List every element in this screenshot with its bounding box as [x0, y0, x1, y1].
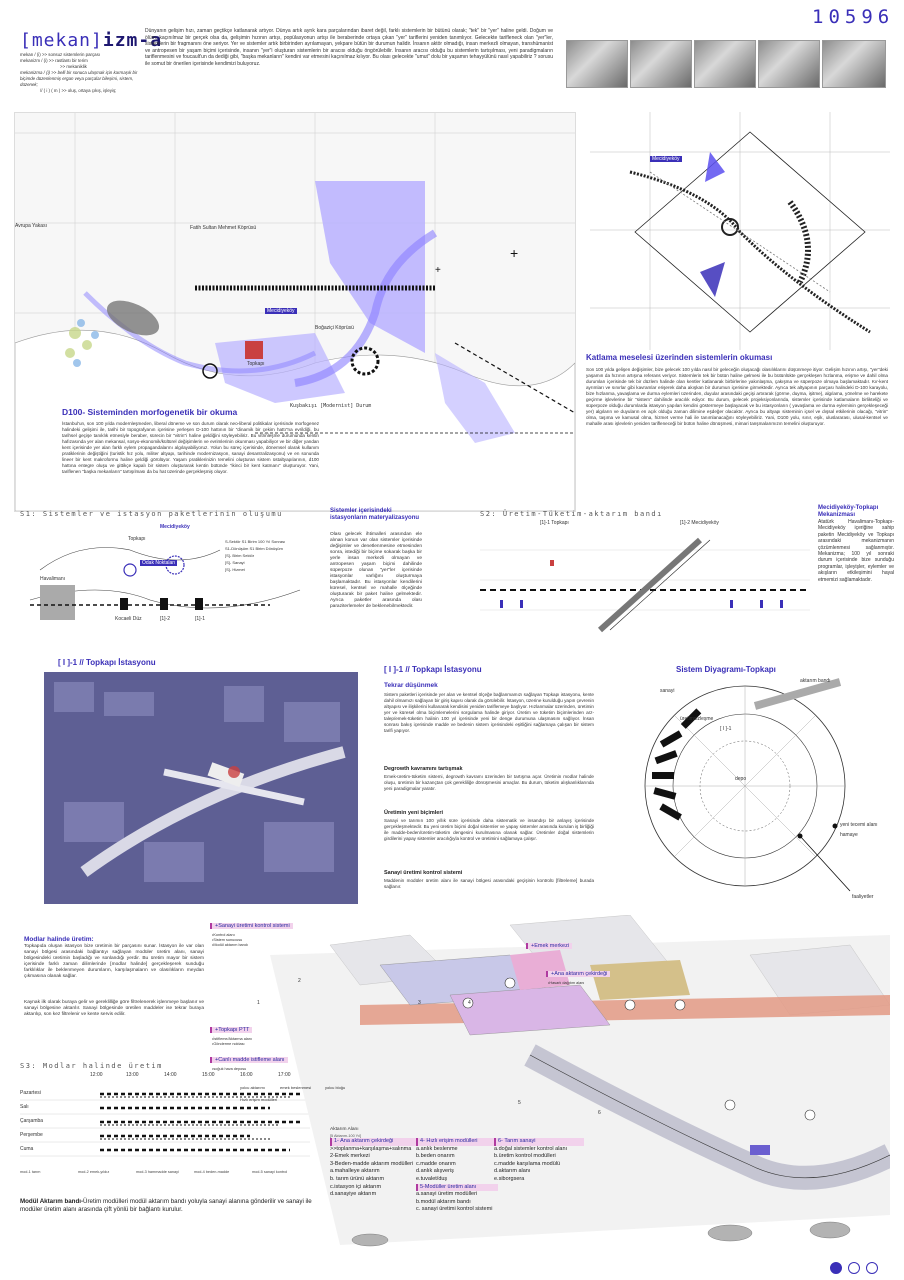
- d100-text: İstanbul'un, son 100 yılda modernleşmeden, liberal döneme ve son durum olarak neo-liberal politikalar içerisinde morfogenez halindeki gelişimi ile, tarihi bir topografyanın içerisine yerleşen D-100 hattının bir "dinamik bir çekim hattı"na evrildiği, bu tarihsel geçişe tanıklık etmesiyle beraber, sürecin bir "vitrin"i haline geldiğini söyleyebiliriz. Bu vitrinleşme durumunda kentin hafızasında yer alan mekansal, sosyo-ekonomik/kültürel değişimlerin ve evrimlerinin okunması yapabiliyor ve bir diğer yandan kent içerisinde yer alan farklı eylem propagandalarını algılayabiliyoruz. Yolun bu süreç içerisinde, dönemsel olarak kullanım pratiklerinin değiştiğini (turistik hız yolu, militer altyapı, tarihinde modernizasyon, sanayi desantralizasyonu) ve en sonunda lineer bir kent makroformu haline geldiği görülüyor. Yaşam pratiklerinizin temelini oluşturan sistem üstaltyapılarının, d100 hattına entegre oluşu ve gittikçe kapalı bir sistem oluşturarak kentin bütünde "ikinci bir kent katmanı" oluşturuyor. Yani, tariflenen "başka mekanların" tartışılması da bu hat üzerinde gerçekleşmiş oluyor.: [62, 421, 319, 474]
- legend-col-1-item-6: c.istasyon içi aktarım: [330, 1183, 382, 1190]
- diagram-label-depo: depo: [735, 776, 747, 782]
- s1-node-odak: Odak Noktaları: [142, 560, 176, 566]
- s3-time-3: 14:00: [164, 1072, 177, 1078]
- s1-legend-2: S1-Dönüşüm S1 Birim Dönüşüm: [225, 546, 283, 551]
- legend-col-3-item-1: a.doğal sistemler kontrol alanı: [494, 1145, 568, 1152]
- legend-col-3-item-5: e.siborgsera: [494, 1175, 525, 1182]
- legend-col-2-head: 4- Hızlı erişim modülleri: [416, 1138, 498, 1146]
- definition-3: >> mekaniklik: [60, 64, 87, 69]
- axo-small-1: yolcu aktarımı: [240, 1085, 265, 1090]
- legend-col-3-head: 6- Tarım sanayi: [494, 1138, 584, 1146]
- s3-time-4: 15:00: [202, 1072, 215, 1078]
- moduler-title: Modlar halinde üretim:: [24, 936, 94, 943]
- legend-col-2-item-6: 5-Modüller üretim alanı: [416, 1184, 498, 1192]
- axo-tag-emek: +Emek merkezi: [526, 943, 572, 949]
- legend-col-1-head: 1- Ana aktarım çekirdeği: [330, 1138, 448, 1146]
- topkapi-sub3: Üretimin yeni biçimleri: [384, 810, 443, 816]
- s3-day-4: Perşembe: [20, 1132, 43, 1138]
- diagram-label-sanayi: sanayi: [660, 688, 675, 694]
- s1-node-i2: [1]-2: [160, 616, 171, 622]
- moduler-p1: Topkapıda oluşan istasyon bize üretimin bir parçasını sunar. İstasyon ile var olan sanayi bölgesi arasındaki bağlantıyı sağlayan modüler üretim alanı, sanayi bölgesindeki üretimin başladığı ve sonlandığı yerdir. Bu üretim mayor bir sistem içerisinde farklı zaman dilimlerinde [modlar halinde] gerçekleşerek sunduğu farklılıklar ile beklenmeyen durumların, karşılaşmaların ve olasılıkların meydan çıkmasına olanak sağlar.: [24, 944, 204, 979]
- diagram-title: Sistem Diyagramı-Topkapı: [676, 665, 776, 674]
- s1-title: S1: Sistemler ve istasyon paketlerinin oluşumu: [20, 510, 283, 518]
- legend-col-3-item-2: b.üretim kontrol modülleri: [494, 1153, 556, 1160]
- axo-num-5: 5: [518, 1100, 521, 1106]
- system-drawing: [620, 676, 890, 906]
- title-suffix: izm-a: [102, 30, 163, 51]
- topkapi-p3: Sanayi ve tarımın 100 yıllık süre içerisinde daha sistematik ve insandışı bir anlayış içerisinde gerçekleşmektedir. Bu yeni üretim biçimi doğal sistemler ve yapay sistemler arasında kurulan iş birliğiği ile madde-beden/üretim-tüketim dengesini kurulmasına olanak sağlar. Üretimler doğal sistemlerin girdilerini yapay sistemler aracılığıyla kontrol ve üretimini sağlamaya çalışır.: [384, 818, 594, 841]
- axo-num-6: 6: [598, 1110, 601, 1116]
- diagram-label-yeni: yeni tecemi alanı: [840, 822, 878, 828]
- thumbnail-4: [758, 40, 820, 88]
- map-label-topkapi: Topkapı: [247, 361, 265, 367]
- definition-1: mekan / (i) >> sonsuz sistemlerin parçası: [20, 52, 101, 57]
- axo-num-1: 1: [257, 1000, 260, 1006]
- legend-col-1-item-7: d.sanayiye aktarım: [330, 1191, 377, 1198]
- s3-legend-3: mod-3 hammadde sanayi: [136, 1170, 179, 1174]
- s2-sub-medicikoy: [1]-2 Mecidiyeköy: [680, 520, 719, 526]
- s2-title: S2: Üretim-Tüketim-aktarım bandı: [480, 510, 663, 518]
- legend-col-2-item-1: a.anlık beslenme: [416, 1145, 458, 1152]
- axo-tag-sanayi: +Sanayi üretimi kontrol sistemi: [210, 923, 293, 929]
- legend-col-2-item-7: a.sanayi üretim modülleri: [416, 1191, 478, 1198]
- axo-drawing: [210, 915, 890, 1255]
- topkapi-sub1: Tekrar düşünmek: [384, 682, 438, 689]
- legend-col-2: [416, 1138, 498, 1214]
- s3-legend-2: mod-2 emek-yıldız: [78, 1170, 110, 1174]
- map-label-fsm: Fatih Sultan Mehmet Köprüsü: [190, 225, 257, 231]
- legend-col-2-item-4: d.anlık alışveriş: [416, 1168, 454, 1175]
- s1-legend: [225, 538, 285, 573]
- s3-time-1: 12:00: [90, 1072, 103, 1078]
- s1-node-havalimani: Havalimanı: [40, 576, 66, 582]
- s3-day-1: Pazartesi: [20, 1090, 41, 1096]
- svg-text:+: +: [435, 265, 441, 276]
- d100-title: D100- Sisteminden morfogenetik bir okuma: [62, 407, 238, 417]
- axonometric-drawing: [210, 915, 890, 1255]
- modul-aktarim-text: Üretim modülleri modül aktarım bandı yoluyla sanayi alanına gönderilir ve sanayi ile modüler üretim alanı arasında çift yönlü bir bağlantı kurulur.: [20, 1198, 312, 1213]
- map-label-medicikoy: Mecidiyeköy: [267, 308, 295, 314]
- axo-tag-ptt-sub-2: •Gönderme noktası: [212, 1042, 245, 1046]
- axo-small-3: yolcu bloğu: [325, 1085, 346, 1090]
- system-diagram: [620, 676, 890, 906]
- legend-col-1-item-3: 3-Beden-madde aktarım modülleri: [330, 1160, 414, 1167]
- modul-aktarim-bold: Modül Aktarım bandı-: [20, 1198, 84, 1205]
- project-number: 10596: [812, 6, 895, 28]
- legend-col-2-item-2: b.beden onarım: [416, 1153, 455, 1160]
- s3-title: S3: Modlar halinde üretim: [20, 1062, 163, 1070]
- s3-legend-5: mod-5 sanayi kontrol: [252, 1170, 288, 1174]
- title-bracket: [mekan]: [20, 30, 103, 51]
- s1-node-i1: [1]-1: [195, 616, 206, 622]
- axo-tag-ana: +Ana aktarım çekirdeği: [546, 971, 610, 977]
- s3-time-5: 16:00: [240, 1072, 253, 1078]
- s3-day-5: Cuma: [20, 1146, 34, 1152]
- folding-label-medicikoy: Mecidiyeköy: [652, 156, 680, 162]
- s3-legend-1: mod-1 tarım: [20, 1170, 41, 1174]
- s3-legend-4: mod-4 beden-madde: [194, 1170, 230, 1174]
- sistemler-mat-text: Olası gelecek ihtimalleri arasından ele alınan konun var olan sistemler içerisinde değişimler ve denetlenmesine etmesinden sonra, istediği bir biçime sokarak başka bir yerle insan merkezli olmayan ve antropesen yaşam biçimi dahilinde süperpoze olunan "yer"ler içerisinde istasyonlar varlığını oluşturmaya başlamaktadır. Bu istasyonlar kendilerini küresel, kentsel ve mahalle ölçeğinde oluşturarak bir paket haline gelmektedir. Ayrıca paketler arasında olası paraziterlemeler de beklenebilmektedir.: [330, 532, 422, 609]
- page-dot-3[interactable]: [866, 1262, 878, 1274]
- axo-tag-ptt-sub-1: •İstifleme/Aktarma alanı: [212, 1037, 252, 1041]
- axo-num-3: 3: [418, 1000, 421, 1006]
- folding-diagram: [590, 112, 890, 350]
- map-caption: Kuşbakışı [Modernist] Durum: [290, 403, 372, 409]
- axo-num-4: 4: [468, 1000, 471, 1006]
- s1-node-kocaeli: Kocaeli Düz: [115, 616, 142, 622]
- definition-5: // ( i ) ( m ) >> oluş, ortaya çıkış, işleyiş;: [40, 88, 117, 93]
- topkapi-station-title: [ I ]-1 // Topkapı İstasyonu: [58, 658, 156, 667]
- page-dot-2[interactable]: [848, 1262, 860, 1274]
- definition-2: mekanizm / (i) >> rastlantı bir terim: [20, 58, 88, 63]
- thumbnail-5: [822, 40, 886, 88]
- axo-aktarim: Aktarım Alanı: [330, 1127, 359, 1132]
- legend-col-1-item-5: b. tarım ürünü aktarım: [330, 1175, 385, 1182]
- topkapi-p4: Maddenin modüler üretim alanı ile sanayi bölgesi arasındaki geçişinin kontrolü [filtreleme] burada sağlanır.: [384, 878, 594, 889]
- s1-node-topkapi: Topkapı: [128, 536, 146, 542]
- topkapi-text-title: [ I ]-1 // Topkapı İstasyonu: [384, 665, 482, 674]
- legend-col-1-item-2: 2-Emek merkezi: [330, 1153, 370, 1160]
- medtop-text: Atatürk Havalimanı-Topkapı-Mecidiyeköy içeriğine sahip paketin Mecidiyeköy ve Topkapı arasındaki mekanizmanın çözümlenmesi sağlanmıştır. Mekanizma; 100 yıl sonraki durum içerisinde bize sunduğu programlar, işleyişler, eylemler ve akışların etkileşimini hayal etmemizi sağlamaktadır.: [818, 519, 894, 583]
- axo-small-2: emek beslenmesi: [280, 1085, 312, 1090]
- moduler-p2: Kaynak ilk olarak buraya gelir ve gereklilliğe göre filtrelenerek işlenmeye başlanır ve sanayi bölgesine aktarılır. Sanayi bölgesinde üretilen maddeler ise tekrar buraya aktarılıp, son kez filtrelenir ve kente servis edilir.: [24, 1000, 204, 1017]
- diagram-label-hamaye: hamaye: [840, 832, 858, 838]
- s1-diagram: [20, 524, 320, 650]
- thumbnail-strip: [566, 40, 886, 88]
- project-title: [20, 30, 162, 51]
- topkapi-aerial-image: [44, 672, 358, 904]
- definitions: [20, 52, 138, 94]
- pagination: [830, 1262, 878, 1274]
- axo-tag-ptt-sub: [212, 1037, 252, 1047]
- legend-col-2-item-3: c.madde onarım: [416, 1160, 456, 1167]
- s1-legend-3: [S]- Birim Sektör: [225, 553, 255, 558]
- thumbnail-2: [630, 40, 692, 88]
- katlama-title: Katlama meselesi üzerinden sistemlerin okuması: [586, 353, 773, 362]
- axo-tag-sanayi-sub: [212, 933, 248, 948]
- topkapi-sub4: Sanayi üretimi kontrol sistemi: [384, 870, 463, 876]
- legend-col-2-item-5: e.tuvalet/duş: [416, 1175, 448, 1182]
- diagram-label-uretim: üretimsizleşme: [680, 716, 714, 722]
- thumbnail-3: [694, 40, 756, 88]
- axo-tag-sanayi-sub-3: •Modül aktarım bandı: [212, 943, 248, 947]
- legend-col-3-item-4: d.aktarım alanı: [494, 1168, 531, 1175]
- axo-tag-canli-sub: •soğuk hava deposu: [212, 1067, 247, 1071]
- legend-col-2-item-8: b.modül aktarım bandı: [416, 1198, 471, 1205]
- legend-col-3-item-3: c.madde karşılama modülü: [494, 1160, 561, 1167]
- aerial-drawing: [44, 672, 358, 904]
- topkapi-sub2: Degrowth kavramını tartışmak: [384, 766, 463, 772]
- topkapi-p1: Sistem paketleri içerisinde yer alan ve kentsel ölçeğe bağlanmamızı sağlayan Topkapı istasyonu, kente dahil olmamızı sağlayan bir giriş kapısı olarak da görülebilir. İstasyon, üzerine kurulduğu yapın çevrenin altyapısı ve ilişkilerini kullanarak kendisini yeniden tariflemeye başlıyor. Hızlanmalar üzerinden, üretimin yer ve küresel olma biçimlemelerini sorgulama halinde giriyor. Üretim ve tüketim biçimlerinden arz-talep/emek-tüketim halinin 100 yıl içerisinde yeni bir denge durumuna ulaşmasını sağlıyor. İnsan sonrası bakış içerisinde madde ve bedenin sistem içerisindeki eşitliğini sağlamaya çalışan bir sistem tarifi yapıyor.: [384, 692, 594, 733]
- s1-legend-5: [S]- Hizmet: [225, 567, 245, 572]
- axo-tag-sanayi-sub-1: •Kontrol alanı: [212, 933, 235, 937]
- s1-node-medicikoy: Mecidiyeköy: [160, 524, 190, 530]
- s2-drawing: [480, 530, 810, 650]
- s3-day-2: Salı: [20, 1104, 29, 1110]
- diagram-label-aktarim: aktarım bandı: [800, 678, 831, 684]
- legend-col-1-item-4: a.mahalleye aktarım: [330, 1168, 380, 1175]
- s2-diagram: [480, 520, 810, 650]
- map-label-bosphorus: Boğaziçi Köprüsü: [315, 325, 354, 331]
- axo-tag-sanayi-sub-2: •Sistem sunucusu: [212, 938, 243, 942]
- definition-4: mekanizma / (i) >> belli bir sonuca ulaşmak için karmaşık bir biçimde düzenlenmiş ergan veya parçalar bileşimi, sistem, düzenek;: [20, 70, 138, 87]
- legend-col-2-item-9: c. sanayi üretimi kontrol sistemi: [416, 1206, 493, 1213]
- topkapi-p2: Emek-üretim-tüketim sistemi, degrowth kavramı üzerinden bir tartışma açar. Üretimin modlar halinde oluşu, üretimin bir kazançtan çok gerekliliğe dönüşmesini amaçlar. Bu durum, tüketim alışkanlıklarında yeni paradigmalar yaratır.: [384, 774, 594, 791]
- axo-num-2: 2: [298, 978, 301, 984]
- sistemler-mat-title: Sistemler içerisindeki istasyonların materyalizasyonu: [330, 508, 420, 521]
- folding-drawing: [590, 112, 890, 350]
- axo-small-4: Hızlı erişim modülleri: [240, 1097, 278, 1102]
- axo-aktarim-sub: [5 Aktarım-100 Yıl]: [330, 1134, 362, 1138]
- s2-sub-topkapi: [1]-1 Topkapı: [540, 520, 569, 526]
- intro-paragraph: Dünyanın gelişim hızı, zaman geçtikçe katlanarak artıyor. Dünya artık ayrık kara parçalarından ibaret değil, farklı sistemlerin bir bütünü olarak; "tek" bir "yer" haline geldi. Doğum ve ölüm, kaçınılmaz bir gerçek olsa da, gelişimin hızının artışı, popülasyonun artışı ile beraberinde ortaya çıkan "yer" tariflerini yeniden tanımlıyor. Gelecekte tarifleneck olan "yer"ler, sistemlerin bir fragmanını öne seriyor. Yer ve sistemler artık birbirinden ayrılamayan, yekpare bütün bir durumun halidir. İnsanın aktör olmadığı, insan merkezli olmayan, transhümanist ve antropesen bir yaşam biçimi içerisinde, insanın "yer"i oluşturan sistemlerin bir aracısı olduğu öngörülebilir. İnsanın aracısı olduğu bu sistemlerin tartışılması, yeni paradigmaların tariflenmesini ve foucault'un da dediği gibi, "başka mekanların" kendini var etmesini kaçınılmaz kılıyor. Bu olası gelecekte "umut" dolu bir yaşamın tehayyülünü nasıl yapabiliriz ? sorusu ile somut bir önerilen içerisinde kendimizi buluyoruz.: [145, 28, 553, 67]
- medtop-title: Mecidiyeköy-Topkapı Mekanizması: [818, 505, 879, 518]
- page-dot-1[interactable]: [830, 1262, 842, 1274]
- map-label-europe: Avrupa Yakası: [15, 223, 47, 229]
- katlama-text: Son 100 yılda gelişen değişimler, bize gelecek 100 yılda nasıl bir geleceğin oluşacağı olasılıklarını düşünmeye itiyor. Gelişim hızının artışı, "yer"deki yaşamın da hızının artışına referans veriyor. Sistemlerin tek bir bütün haline gelmesi ile bu bütünlükte gerçekleşen hızlanma, erişme ve dahil olma durumları içerisinde tek bir düzlem halinde olan kentler katlanarak birbirlerine yakınlaşma, çakışma ve süperpoze olmaya başlamaktadır. Kır-kent ayrımları ve sınırlar gibi kavramlar erişerek daha akışkan bir durumun içerisine girmektedir. Ayrıca tek altyapının parçası halindeki D-100 karayolu, bize hızlanma, yavaşlama ve durma eylemleri üzerinden, duyular arasındaki geçişi artırarak (görme, duyma, işitme), algılama, yönelme ve harekete geçirme işlevlerine bir "sistem" dahilinde aracılık ediyor. Bu durum, gelecek projeksiyonlarında, sistemler içerisinde katlamaların birlikteliği ve süperpoze olduğu durumlarda istasyon yapıları kendini göstermeye başlayacak ve bu istasyonların ( yavaşlama ve durma eyleminin gerçekleşeceği yer) algıların ve duyuların en açık olduğu zaman dilimine eşdeğer olacaktır. Ayrıca bu altyapı sisteminin içsel ve dışsal etkilerinin olacağı, "vitrin" olma, taşıma ve kamusal olma, hizmet verme hali ile tanımlanacağını söyleyebiliriz. Yani, D100 yolu, sınır, eşik, uluslararası, ulusal-kentsel ve mahalle arası işlevlerin yeniden tarifleneceği bir bütün haline dönüşmesi, mimari tanşmalarımızın temelini oluşturuyor.: [586, 367, 888, 426]
- s1-legend-4: [S]- Sanayi: [225, 560, 245, 565]
- s3-time-6: 17:00: [278, 1072, 291, 1078]
- diagram-label-i1: [ I ]-1: [720, 726, 732, 732]
- axo-tag-canli: +Canlı madde istifleme alanı: [210, 1057, 288, 1063]
- svg-text:+: +: [510, 245, 519, 261]
- legend-col-3: [494, 1138, 584, 1184]
- s3-time-2: 13:00: [126, 1072, 139, 1078]
- s3-day-3: Çarşamba: [20, 1118, 44, 1124]
- diagram-label-faaliyet: faaliyetler: [852, 894, 874, 900]
- s1-legend-1: S-Sektör S1 Birim 100 Yıl Sonrası: [225, 539, 286, 544]
- axo-tag-ana-sub: •Hasarlı dağıtım alanı: [548, 981, 585, 985]
- thumbnail-1: [566, 40, 628, 88]
- axo-tag-ptt: +Topkapı PTT: [210, 1027, 252, 1033]
- legend-col-1-item-1: >>toplanma+karşılaşma+salınma: [330, 1145, 412, 1152]
